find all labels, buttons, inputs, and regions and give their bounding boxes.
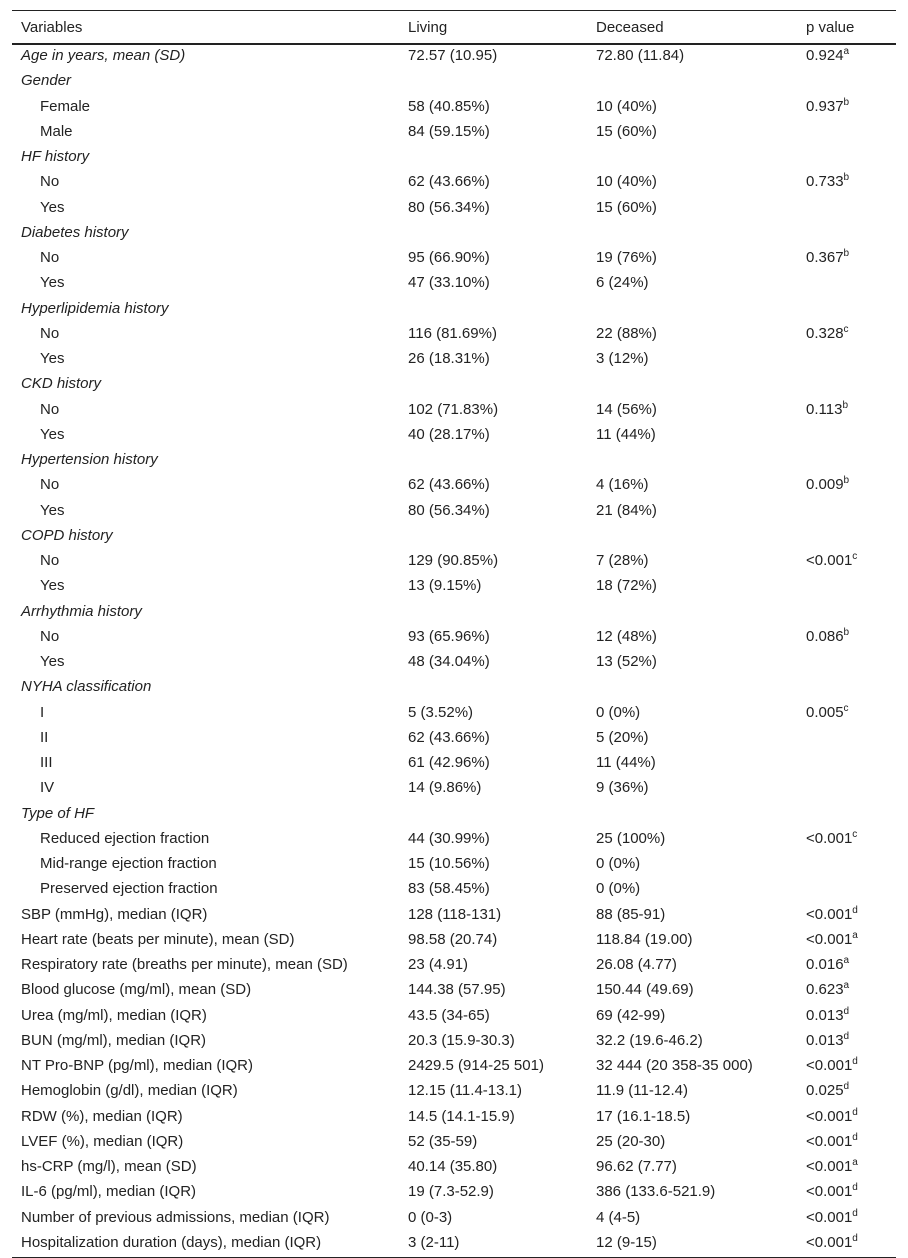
p-value-cell: [797, 323, 896, 348]
test-footnote-marker: b: [843, 475, 850, 487]
living-value: 0 (0-3): [408, 1208, 453, 1226]
variable-label: No: [40, 476, 60, 494]
living-value: 129 (90.85%): [408, 552, 499, 569]
table-row: [12, 878, 896, 903]
p-value-cell: [797, 373, 896, 398]
test-footnote-marker: b: [843, 172, 850, 184]
living-value: 20.3 (15.9-30.3): [408, 1031, 515, 1049]
test-footnote-marker: a: [843, 955, 850, 966]
table-row: [12, 197, 896, 222]
p-value-cell: [797, 575, 896, 600]
variable-label: Diabetes history: [21, 223, 129, 241]
table-row: [12, 929, 896, 954]
deceased-value: 11 (44%): [596, 425, 656, 443]
living-value: 84 (59.15%): [408, 122, 490, 140]
variable-label: Yes: [40, 577, 65, 595]
p-value-cell: [797, 1131, 896, 1156]
variable-label: NYHA classification: [21, 678, 152, 696]
variable-label: Hypertension history: [21, 451, 158, 468]
deceased-value: 26.08 (4.77): [596, 956, 677, 973]
table-row: [12, 272, 896, 297]
p-value-cell: [797, 474, 896, 499]
living-value: 83 (58.45%): [408, 880, 490, 898]
living-value: [399, 803, 587, 828]
variable-label: Female: [40, 97, 91, 115]
deceased-value: 18 (72%): [596, 577, 657, 595]
deceased-value: 21 (84%): [596, 501, 657, 519]
living-value: 144.38 (57.95): [408, 981, 506, 999]
variable-label: RDW (%), median (IQR): [21, 1107, 183, 1125]
living-value: 40 (28.17%): [408, 425, 490, 443]
table-row: [12, 424, 896, 449]
table-row: [12, 1156, 896, 1181]
p-value: 0.367: [806, 249, 844, 266]
living-value: 2429.5 (914-25 501): [408, 1057, 544, 1074]
variable-label: IV: [40, 779, 55, 797]
variable-label: No: [40, 249, 60, 266]
test-footnote-marker: b: [843, 96, 850, 108]
p-value: 0.005: [806, 703, 844, 721]
table-row: [12, 626, 896, 651]
p-value-cell: [797, 828, 896, 853]
test-footnote-marker: d: [852, 1207, 858, 1219]
p-value-cell: [797, 222, 896, 247]
p-value: 0.016: [806, 956, 844, 973]
variable-label: Hyperlipidemia history: [21, 299, 169, 317]
living-value: 52 (35-59): [408, 1132, 478, 1150]
variable-label: CKD history: [21, 375, 102, 393]
variable-label: Gender: [21, 72, 72, 90]
variable-label: No: [40, 324, 60, 342]
deceased-value: 6 (24%): [596, 274, 649, 292]
table-row: [12, 1005, 896, 1030]
variable-label: Preserved ejection fraction: [40, 880, 218, 898]
variable-label: Urea (mg/ml), median (IQR): [21, 1006, 207, 1024]
p-value-cell: [797, 676, 896, 701]
table-row: [12, 121, 896, 146]
category-row: [12, 525, 896, 550]
category-row: [12, 803, 896, 828]
table-row: [12, 853, 896, 878]
p-value-cell: [797, 121, 896, 146]
test-footnote-marker: a: [843, 980, 850, 992]
variable-label: BUN (mg/ml), median (IQR): [21, 1031, 207, 1049]
deceased-value: 3 (12%): [596, 350, 649, 367]
variable-label: Reduced ejection fraction: [40, 829, 210, 847]
p-value-cell: [797, 44, 896, 70]
deceased-value: 0 (0%): [596, 703, 641, 721]
living-value: [399, 298, 587, 323]
variable-label: Yes: [40, 425, 65, 443]
p-value-cell: [797, 500, 896, 525]
p-value-cell: [797, 929, 896, 954]
test-footnote-marker: c: [852, 551, 858, 562]
variable-label: No: [40, 627, 60, 645]
p-value-cell: [797, 626, 896, 651]
p-value-cell: [797, 1030, 896, 1055]
p-value: 0.328: [806, 324, 844, 342]
p-value: <0.001: [806, 1158, 853, 1175]
deceased-value: 72.80 (11.84): [596, 47, 685, 64]
p-value-cell: [797, 727, 896, 752]
table-row: [12, 348, 896, 373]
table-row: [12, 575, 896, 600]
deceased-value: 12 (9-15): [587, 1232, 797, 1258]
deceased-value: [587, 70, 797, 95]
p-value: <0.001: [806, 1057, 853, 1074]
table-row: [12, 1055, 896, 1080]
deceased-value: 13 (52%): [596, 653, 657, 670]
variable-label: NT Pro-BNP (pg/ml), median (IQR): [21, 1057, 253, 1074]
header-deceased: Deceased: [587, 11, 797, 45]
test-footnote-marker: d: [852, 1182, 858, 1194]
test-footnote-marker: d: [852, 1131, 858, 1143]
table-row: [12, 651, 896, 676]
deceased-value: 12 (48%): [596, 627, 657, 645]
variable-label: Respiratory rate (breaths per minute), mean (SD): [21, 956, 348, 973]
variable-label: LVEF (%), median (IQR): [21, 1132, 184, 1150]
variable-label: Yes: [40, 350, 65, 367]
p-value: <0.001: [806, 1132, 853, 1150]
variable-label: hs-CRP (mg/l), mean (SD): [21, 1158, 197, 1175]
p-value-cell: [797, 979, 896, 1004]
p-value: 0.025: [806, 1082, 844, 1100]
p-value-cell: [797, 171, 896, 196]
deceased-value: [587, 449, 797, 474]
deceased-value: 5 (20%): [596, 728, 649, 746]
p-value: <0.001: [806, 1107, 853, 1125]
p-value-cell: [797, 1232, 896, 1258]
p-value-cell: [797, 752, 896, 777]
p-value-cell: [797, 1181, 896, 1206]
living-value: 102 (71.83%): [408, 400, 499, 418]
p-value: 0.009: [806, 476, 844, 494]
table-row: [12, 727, 896, 752]
p-value: <0.001: [806, 1183, 853, 1201]
p-value: 0.086: [806, 627, 844, 645]
test-footnote-marker: d: [852, 1056, 858, 1067]
living-value: 48 (34.04%): [408, 653, 490, 670]
living-value: [399, 70, 587, 95]
p-value-cell: [797, 904, 896, 929]
living-vs-deceased-table: [12, 10, 896, 1258]
deceased-value: 69 (42-99): [596, 1006, 666, 1024]
test-footnote-marker: b: [842, 399, 848, 411]
table-row: [12, 1232, 896, 1258]
p-value: 0.013: [806, 1031, 844, 1049]
p-value-cell: [797, 878, 896, 903]
living-value: 43.5 (34-65): [408, 1006, 490, 1024]
deceased-value: 96.62 (7.77): [596, 1158, 677, 1175]
deceased-value: [587, 601, 797, 626]
variable-label: Mid-range ejection fraction: [40, 855, 217, 872]
variable-label: Male: [40, 122, 73, 140]
table-row: [12, 1030, 896, 1055]
p-value: 0.623: [806, 981, 844, 999]
deceased-value: [587, 803, 797, 828]
deceased-value: 0 (0%): [596, 880, 641, 898]
variable-label: No: [40, 400, 60, 418]
variable-label: HF history: [21, 148, 90, 165]
living-value: 62 (43.66%): [408, 173, 490, 191]
p-value: 0.013: [806, 1006, 844, 1024]
deceased-value: 17 (16.1-18.5): [596, 1107, 691, 1125]
p-value-cell: [797, 702, 896, 727]
test-footnote-marker: a: [852, 1157, 858, 1168]
deceased-value: 10 (40%): [596, 97, 657, 115]
living-value: [399, 449, 587, 474]
variable-label: I: [40, 703, 45, 721]
variable-label: Hospitalization duration (days), median (IQR): [12, 1232, 399, 1258]
living-value: 62 (43.66%): [408, 728, 490, 746]
p-value: 0.733: [806, 173, 844, 191]
deceased-value: 0 (0%): [596, 855, 641, 872]
test-footnote-marker: b: [843, 626, 850, 638]
living-value: 14.5 (14.1-15.9): [408, 1107, 515, 1125]
p-value-cell: [797, 1106, 896, 1131]
variable-label: III: [40, 754, 53, 771]
deceased-value: 11.9 (11-12.4): [596, 1082, 688, 1100]
test-footnote-marker: c: [843, 702, 849, 714]
p-value-cell: [797, 525, 896, 550]
table-row: [12, 752, 896, 777]
variable-label: II: [40, 728, 49, 746]
test-footnote-marker: d: [852, 1106, 858, 1118]
deceased-value: [587, 298, 797, 323]
living-value: 40.14 (35.80): [408, 1158, 498, 1175]
table-row: [12, 1080, 896, 1105]
p-value-cell: [797, 803, 896, 828]
deceased-value: 22 (88%): [596, 324, 657, 342]
living-value: 80 (56.34%): [408, 501, 490, 519]
deceased-value: [587, 525, 797, 550]
p-value: 0.937: [806, 97, 844, 115]
living-value: 128 (118-131): [408, 905, 502, 923]
table-row: [12, 1181, 896, 1206]
variable-label: COPD history: [21, 526, 113, 544]
deceased-value: 88 (85-91): [596, 905, 666, 923]
p-value-cell: [797, 777, 896, 802]
deceased-value: [587, 222, 797, 247]
variable-label: SBP (mmHg), median (IQR): [21, 905, 208, 923]
deceased-value: [587, 373, 797, 398]
category-row: [12, 70, 896, 95]
living-value: 12.15 (11.4-13.1): [408, 1082, 522, 1100]
deceased-value: 19 (76%): [596, 249, 657, 266]
p-value-cell: [797, 96, 896, 121]
deceased-value: 15 (60%): [596, 198, 657, 216]
deceased-value: 4 (16%): [596, 476, 649, 494]
p-value-cell: [797, 1055, 896, 1080]
deceased-value: 25 (20-30): [596, 1132, 666, 1150]
variable-label: Hemoglobin (g/dl), median (IQR): [21, 1082, 238, 1100]
table-row: [12, 247, 896, 272]
p-value-cell: [797, 550, 896, 575]
p-value-cell: [797, 1080, 896, 1105]
test-footnote-marker: a: [843, 46, 850, 57]
living-value: 62 (43.66%): [408, 476, 490, 494]
variable-label: IL-6 (pg/ml), median (IQR): [21, 1183, 197, 1201]
p-value: <0.001: [806, 1208, 853, 1226]
variable-label: Arrhythmia history: [21, 602, 142, 620]
category-row: [12, 373, 896, 398]
living-value: 95 (66.90%): [408, 249, 490, 266]
living-value: 80 (56.34%): [408, 198, 490, 216]
variable-label: Yes: [40, 274, 65, 292]
table-row: [12, 171, 896, 196]
living-value: [399, 146, 587, 171]
table-row: [12, 702, 896, 727]
deceased-value: 11 (44%): [596, 754, 656, 771]
deceased-value: 118.84 (19.00): [596, 930, 693, 948]
p-value: 0.924: [806, 47, 844, 64]
deceased-value: 25 (100%): [596, 829, 666, 847]
variable-label: No: [40, 552, 60, 569]
test-footnote-marker: d: [843, 1030, 850, 1042]
deceased-value: 15 (60%): [596, 122, 657, 140]
living-value: [399, 222, 587, 247]
living-value: 19 (7.3-52.9): [408, 1183, 494, 1201]
living-value: 23 (4.91): [408, 956, 469, 973]
test-footnote-marker: d: [852, 904, 858, 916]
table-row: [12, 1207, 896, 1232]
living-value: 72.57 (10.95): [408, 47, 498, 64]
p-value-cell: [797, 1156, 896, 1181]
living-value: 116 (81.69%): [408, 324, 497, 342]
table-row: [12, 550, 896, 575]
p-value-cell: [797, 651, 896, 676]
test-footnote-marker: c: [843, 323, 849, 335]
p-value: <0.001: [806, 1233, 853, 1251]
test-footnote-marker: c: [852, 828, 858, 840]
p-value-cell: [797, 449, 896, 474]
test-footnote-marker: d: [852, 1232, 858, 1244]
table-row: [12, 96, 896, 121]
p-value-cell: [797, 247, 896, 272]
table-row: [12, 474, 896, 499]
category-row: [12, 676, 896, 701]
deceased-value: 4 (4-5): [596, 1208, 641, 1226]
variable-label: Heart rate (beats per minute), mean (SD): [21, 930, 295, 948]
deceased-value: 14 (56%): [596, 400, 657, 418]
living-value: 5 (3.52%): [408, 703, 474, 721]
category-row: [12, 449, 896, 474]
header-p-value: p value: [797, 11, 896, 45]
variable-label: Blood glucose (mg/ml), mean (SD): [21, 981, 252, 999]
living-value: 14 (9.86%): [408, 779, 482, 797]
variable-label: Number of previous admissions, median (IQR): [21, 1208, 330, 1226]
table-row: [12, 323, 896, 348]
p-value-cell: [797, 298, 896, 323]
header-row: [12, 11, 896, 45]
living-value: 3 (2-11): [399, 1232, 587, 1258]
living-value: [399, 601, 587, 626]
p-value: <0.001: [806, 905, 853, 923]
deceased-value: 9 (36%): [596, 779, 649, 797]
table-row: [12, 777, 896, 802]
table-row: [12, 954, 896, 979]
test-footnote-marker: d: [843, 1005, 850, 1017]
variable-label: Yes: [40, 198, 65, 216]
deceased-value: 7 (28%): [596, 552, 649, 569]
p-value: <0.001: [806, 930, 853, 948]
p-value-cell: [797, 197, 896, 222]
deceased-value: 150.44 (49.69): [596, 981, 694, 999]
p-value-cell: [797, 424, 896, 449]
p-value-cell: [797, 954, 896, 979]
living-value: [399, 676, 587, 701]
living-value: [399, 525, 587, 550]
variable-label: Yes: [40, 653, 65, 670]
header-living: Living: [399, 11, 587, 45]
p-value-cell: [797, 853, 896, 878]
table-row: [12, 828, 896, 853]
table-row: [12, 979, 896, 1004]
living-value: 44 (30.99%): [408, 829, 490, 847]
p-value-cell: [797, 348, 896, 373]
deceased-value: 32 444 (20 358-35 000): [596, 1057, 753, 1074]
p-value-cell: [797, 1005, 896, 1030]
table-row: [12, 1131, 896, 1156]
table-row: [12, 44, 896, 70]
deceased-value: [587, 146, 797, 171]
table-row: [12, 1106, 896, 1131]
table-row: [12, 500, 896, 525]
test-footnote-marker: d: [843, 1081, 850, 1093]
deceased-value: 10 (40%): [596, 173, 657, 191]
living-value: 26 (18.31%): [408, 350, 490, 367]
p-value-cell: [797, 146, 896, 171]
deceased-value: 386 (133.6-521.9): [596, 1183, 716, 1201]
deceased-value: [587, 676, 797, 701]
living-value: 61 (42.96%): [408, 754, 490, 771]
category-row: [12, 222, 896, 247]
living-value: 15 (10.56%): [408, 855, 490, 872]
p-value-cell: [797, 1207, 896, 1232]
variable-label: No: [40, 173, 60, 191]
header-variables: Variables: [12, 11, 399, 45]
deceased-value: 32.2 (19.6-46.2): [596, 1031, 703, 1049]
comparison-table-container: [12, 10, 896, 1258]
p-value: <0.001: [806, 829, 853, 847]
test-footnote-marker: b: [843, 248, 850, 259]
table-row: [12, 399, 896, 424]
variable-label: Age in years, mean (SD): [21, 47, 186, 64]
category-row: [12, 146, 896, 171]
p-value-cell: [797, 272, 896, 297]
p-value-cell: [797, 399, 896, 424]
living-value: 93 (65.96%): [408, 627, 490, 645]
category-row: [12, 601, 896, 626]
variable-label: Yes: [40, 501, 65, 519]
p-value: <0.001: [806, 552, 853, 569]
p-value-cell: [797, 601, 896, 626]
p-value: 0.113: [806, 400, 843, 418]
p-value-cell: [797, 70, 896, 95]
living-value: 58 (40.85%): [408, 97, 490, 115]
variable-label: Type of HF: [21, 804, 95, 822]
test-footnote-marker: a: [852, 929, 858, 941]
living-value: 98.58 (20.74): [408, 930, 498, 948]
living-value: 13 (9.15%): [408, 577, 482, 595]
table-body: [12, 44, 896, 1258]
living-value: [399, 373, 587, 398]
category-row: [12, 298, 896, 323]
table-header: [12, 11, 896, 45]
living-value: 47 (33.10%): [408, 274, 490, 292]
table-row: [12, 904, 896, 929]
